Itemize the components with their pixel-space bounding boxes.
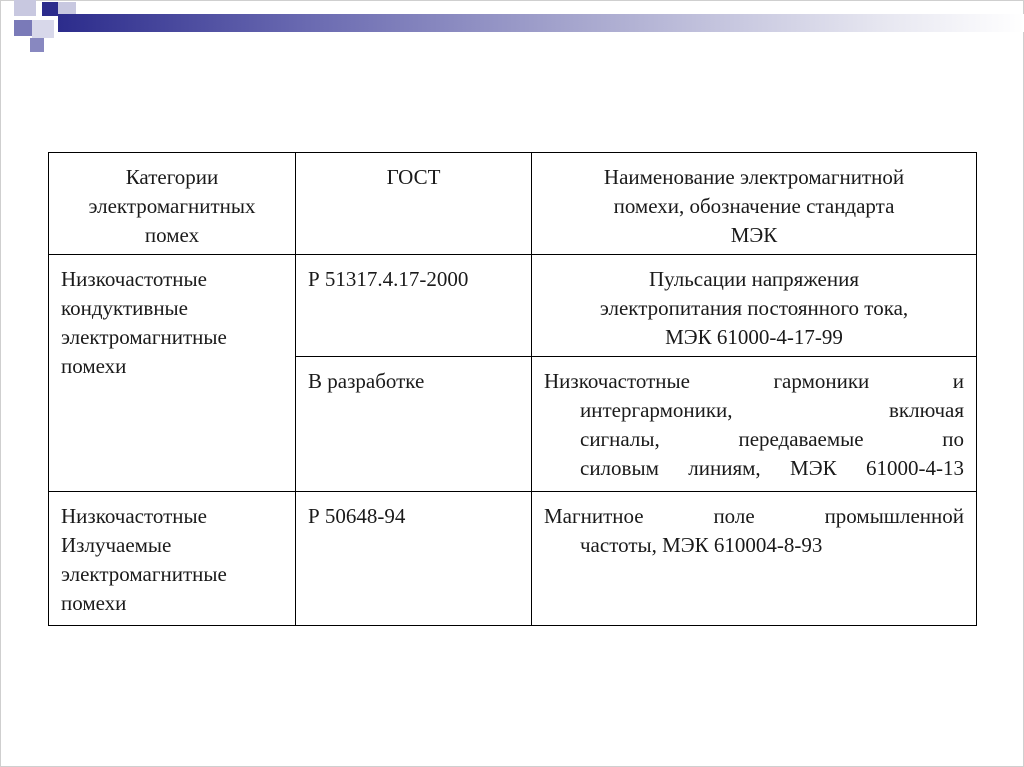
row3-name-line: частоты, МЭК 610004-8-93 — [580, 533, 823, 557]
header-gradient-bar — [58, 14, 1024, 32]
header-name: Наименование электромагнитной помехи, обозначение стандарта МЭК — [532, 153, 977, 255]
row1-gost: Р 51317.4.17-2000 — [296, 255, 532, 357]
row2-name-line: сигналы, передаваемые по — [580, 427, 964, 451]
row1-name: Пульсации напряжения электропитания постоянного тока, МЭК 61000-4-17-99 — [532, 255, 977, 357]
decor-square-dark-2 — [42, 2, 58, 16]
row2-name — [532, 357, 977, 492]
row3-name — [532, 492, 977, 626]
header-gost: ГОСТ — [296, 153, 532, 255]
decor-square-light-2 — [32, 20, 54, 38]
table-row — [49, 492, 977, 626]
row3-name-line: Магнитное поле промышленной — [544, 504, 964, 528]
row2-name-line: силовым линиям, МЭК 61000-4-13 — [580, 456, 964, 480]
row1-category: Низкочастотные кондуктивные электромагнитные помехи — [49, 255, 296, 492]
row3-gost: Р 50648-94 — [296, 492, 532, 626]
table-header-row — [49, 153, 977, 255]
row2-name-line: интергармоники, включая — [580, 398, 964, 422]
table-row — [49, 255, 977, 357]
emi-standards-table — [48, 152, 977, 626]
row2-name-line: Низкочастотные гармоники и — [544, 369, 964, 393]
decor-square-mid-1 — [14, 20, 32, 36]
row2-gost: В разработке — [296, 357, 532, 492]
decor-square-mid-2 — [30, 38, 44, 52]
header-category: Категории электромагнитных помех — [49, 153, 296, 255]
row3-category: Низкочастотные Излучаемые электромагнитные помехи — [49, 492, 296, 626]
decor-square-dark-1 — [14, 0, 36, 16]
